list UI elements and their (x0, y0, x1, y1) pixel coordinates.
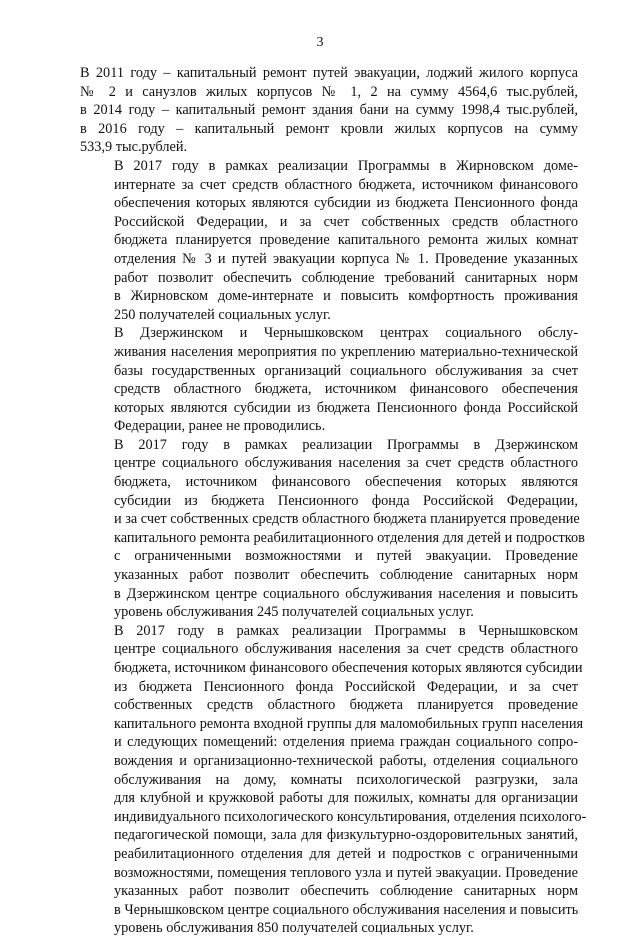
text-line: средств областного бюджета, источником финансового обеспечения (114, 381, 578, 398)
text-line: В Дзержинском и Чернышковском центрах социального обслу- (114, 325, 578, 342)
paragraph-repair-history (80, 64, 578, 157)
text-line: интернате за счет средств областного бюджета, источником финансового (114, 176, 578, 193)
text-line: для клубной и кружковой работы для пожилых, комнаты для организации (114, 790, 578, 807)
text-line: центре социального обслуживания населения за счет средств областного (114, 455, 578, 472)
text-line: которых являются субсидии из бюджета Пенсионного фонда Российской (114, 399, 578, 416)
text-line: из бюджета Пенсионного фонда Российской Федерации, и за счет (114, 678, 578, 695)
paragraph-centers-intro (80, 324, 578, 436)
text-line: бюджета, источником финансового обеспечения которых являются субсидии (114, 660, 583, 676)
text-line: реабилитационного отделения для детей и подростков с ограниченными (114, 845, 578, 862)
text-line: в Дзержинском центре социального обслуживания населения и повысить (114, 585, 578, 602)
text-line: № 2 и санузлов жилых корпусов № 1, 2 на сумму 4564,6 тыс.рублей, (80, 83, 578, 100)
text-line: с ограниченными возможностями и путей эвакуации. Проведение (114, 548, 578, 565)
text-line: капитального ремонта входной группы для маломобильных групп населения (114, 715, 584, 732)
text-line: 250 получателей социальных услуг. (114, 306, 331, 323)
text-line: субсидии из бюджета Пенсионного фонда Российской Федерации, (114, 492, 578, 509)
text-line: центре социального обслуживания населения за счет средств областного (114, 641, 578, 658)
text-line: бюджета планируется проведение капитального ремонта жилых комнат (114, 232, 578, 249)
text-line: Федерации, ранее не проводились. (114, 418, 326, 435)
text-line: 533,9 тыс.рублей. (80, 139, 188, 156)
text-line: В 2017 году в рамках реализации Программы в Чернышковском (114, 622, 578, 639)
text-line: в Жирновском доме-интернате и повысить комфортность проживания (114, 288, 578, 305)
text-line: обеспечения которых являются субсидии из бюджета Пенсионного фонда (114, 195, 578, 212)
text-line: и следующих помещений: отделения приема граждан социального сопро- (114, 734, 578, 751)
paragraph-zhirnovsky (80, 157, 578, 324)
text-line: базы государственных организаций социального обслуживания за счет (114, 362, 578, 379)
text-line: бюджета, источником финансового обеспечения которых являются (114, 474, 578, 491)
text-line: работ позволит обеспечить соблюдение требований санитарных норм (114, 269, 578, 286)
text-line: в Чернышковском центре социального обслуживания населения и повысить (114, 901, 579, 918)
document-body (80, 64, 587, 938)
text-line: вождения и организационно-технической работы, отделения социального (114, 752, 578, 769)
text-line: в 2016 году – капитальный ремонт кровли жилых корпусов на сумму (80, 120, 578, 137)
text-line: живания населения мероприятия по укреплению материально-технической (114, 343, 578, 360)
text-line: в 2014 году – капитальный ремонт здания бани на сумму 1998,4 тыс.рублей, (80, 102, 578, 119)
text-line: индивидуального психологического консультирования, отделения психолого- (114, 808, 587, 825)
text-line: отделения № 3 и путей эвакуации корпуса № 1. Проведение указанных (114, 250, 578, 267)
text-line: указанных работ позволит обеспечить соблюдение санитарных норм (114, 567, 578, 584)
text-line: уровень обслуживания 850 получателей социальных услуг. (114, 920, 474, 937)
text-line: и за счет собственных средств областного бюджета планируется проведение (114, 511, 580, 528)
text-line: В 2011 году – капитальный ремонт путей эвакуации, лоджий жилого корпуса (80, 65, 578, 81)
text-line: педагогической помощи, зала для физкультурно-оздоровительных занятий, (114, 827, 578, 844)
page-number: 3 (316, 35, 324, 50)
text-line: собственных средств областного бюджета планируется проведение (114, 697, 578, 714)
text-line: уровень обслуживания 245 получателей социальных услуг. (114, 604, 474, 621)
text-line: В 2017 году в рамках реализации Программы в Дзержинском (114, 436, 578, 453)
text-line: указанных работ позволит обеспечить соблюдение санитарных норм (114, 883, 578, 900)
text-line: В 2017 году в рамках реализации Программы в Жирновском доме- (114, 157, 578, 174)
text-line: капитального ремонта реабилитационного отделения для детей и подростков (114, 529, 585, 546)
text-line: обслуживания на дому, комнаты психологической разгрузки, зала (114, 771, 578, 788)
paragraph-chernyshkovsky (80, 622, 587, 938)
paragraph-dzerzhinsky (80, 436, 585, 622)
text-line: возможностями, помещения теплового узла и путей эвакуации. Проведение (114, 864, 578, 881)
text-line: Российской Федерации, и за счет собственных средств областного (114, 213, 578, 230)
